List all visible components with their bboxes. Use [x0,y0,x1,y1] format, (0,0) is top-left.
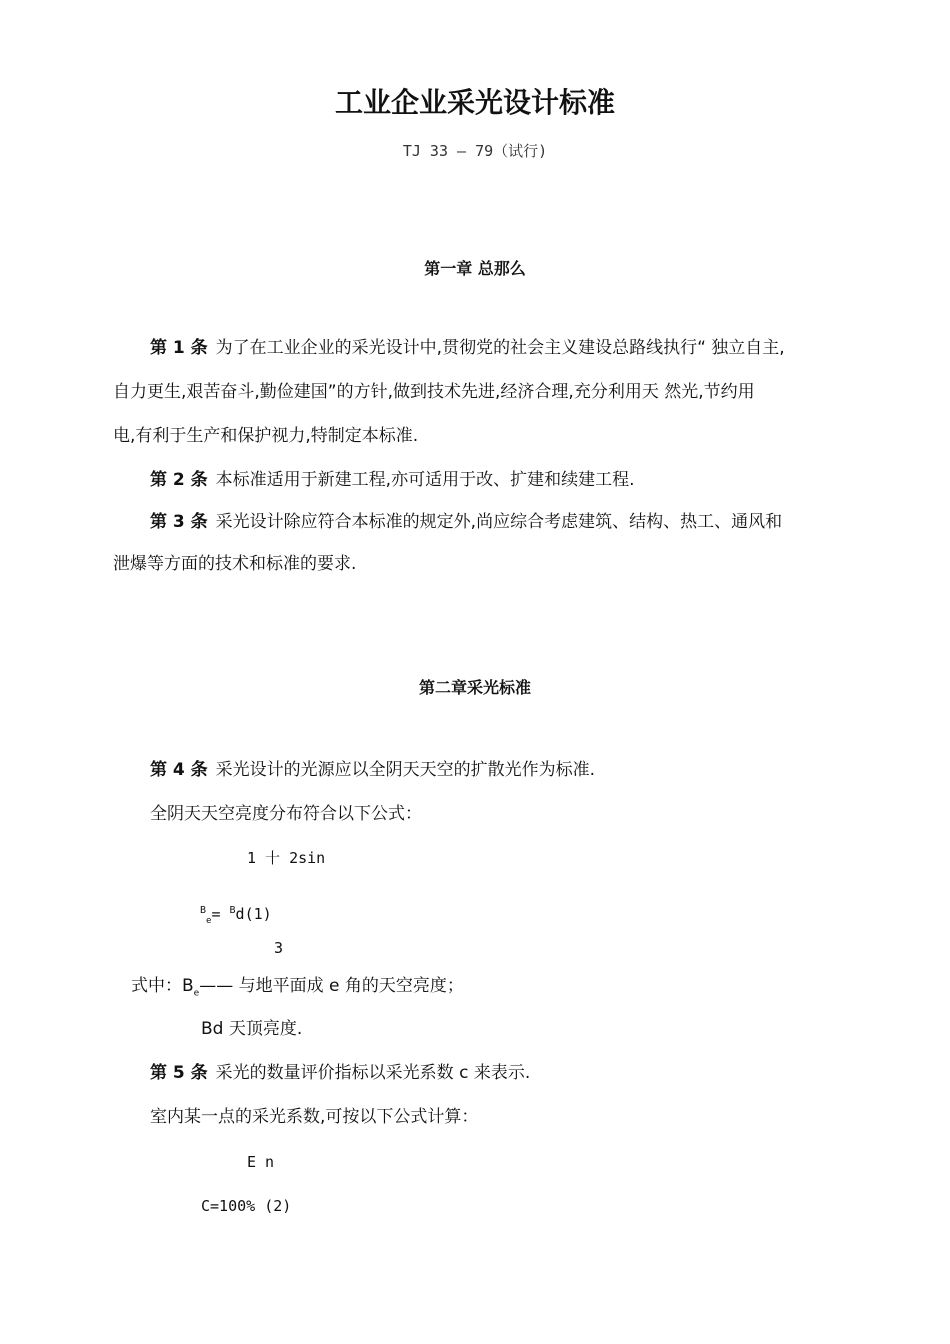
formula-2-main: C=100% (2) [201,1197,292,1215]
article-5-text: 采光的数量评价指标以采光系数 c 来表示. [215,1063,531,1083]
article-3-label: 第 3 条 [150,512,208,532]
formula-1-equals: = [211,905,230,923]
article-3-text: 采光设计除应符合本标准的规定外,尚应综合考虑建筑、结构、热工、通风和 [215,512,783,532]
formula-1-denominator: 3 [274,939,284,957]
article-2-line-1 [150,469,634,491]
where-line [131,975,464,1004]
article-4-text: 采光设计的光源应以全阴天天空的扩散光作为标准. [215,760,596,780]
article-1-line-2: 自力更生,艰苦奋斗,勤俭建国”的方针,做到技术先进,经济合理,充分利用天 然光,节约用 [113,382,755,402]
article-2-label: 第 2 条 [150,470,208,490]
formula-1-main [200,900,272,932]
article-3-line-2: 泄爆等方面的技术和标准的要求. [113,554,357,574]
article-5-line-1 [150,1062,530,1084]
article-4-label: 第 4 条 [150,760,208,780]
document-subtitle: TJ 33 — 79（试行) [402,142,548,160]
formula-1-b: B [200,905,207,916]
article-4-line-2: 全阴天天空亮度分布符合以下公式： [150,804,422,824]
chapter-1-heading: 第一章 总那么 [424,259,526,278]
article-4-line-1 [150,759,595,781]
article-5-label: 第 5 条 [150,1063,208,1083]
article-5-line-2: 室内某一点的采光系数,可按以下公式计算： [150,1107,479,1127]
article-1-line-3: 电,有利于生产和保护视力,特制定本标准. [113,426,419,446]
formula-1-numerator: 1 十 2sin [247,849,326,867]
formula-2-numerator: E n [247,1153,275,1171]
article-1-text: 为了在工业企业的采光设计中,贯彻党的社会主义建设总路线执行“ 独立自主, [215,338,785,358]
where-text: —— 与地平面成 e 角的天空亮度； [199,976,464,996]
bd-definition: Bd 天顶亮度. [201,1019,303,1039]
article-2-text: 本标准适用于新建工程,亦可适用于改、扩建和续建工程. [215,470,635,490]
chapter-2-heading: 第二章采光标准 [418,678,531,697]
document-title: 工业企业采光设计标准 [334,86,615,119]
formula-1-b2: B [229,905,236,916]
article-3-line-1 [150,511,782,533]
formula-1-subscript: e [206,916,212,926]
where-label: 式中：B [131,976,194,996]
article-1-line-1 [150,337,785,359]
formula-1-rhs: d(1) [235,905,272,923]
where-subscript: e [193,988,200,999]
article-1-label: 第 1 条 [150,338,208,358]
